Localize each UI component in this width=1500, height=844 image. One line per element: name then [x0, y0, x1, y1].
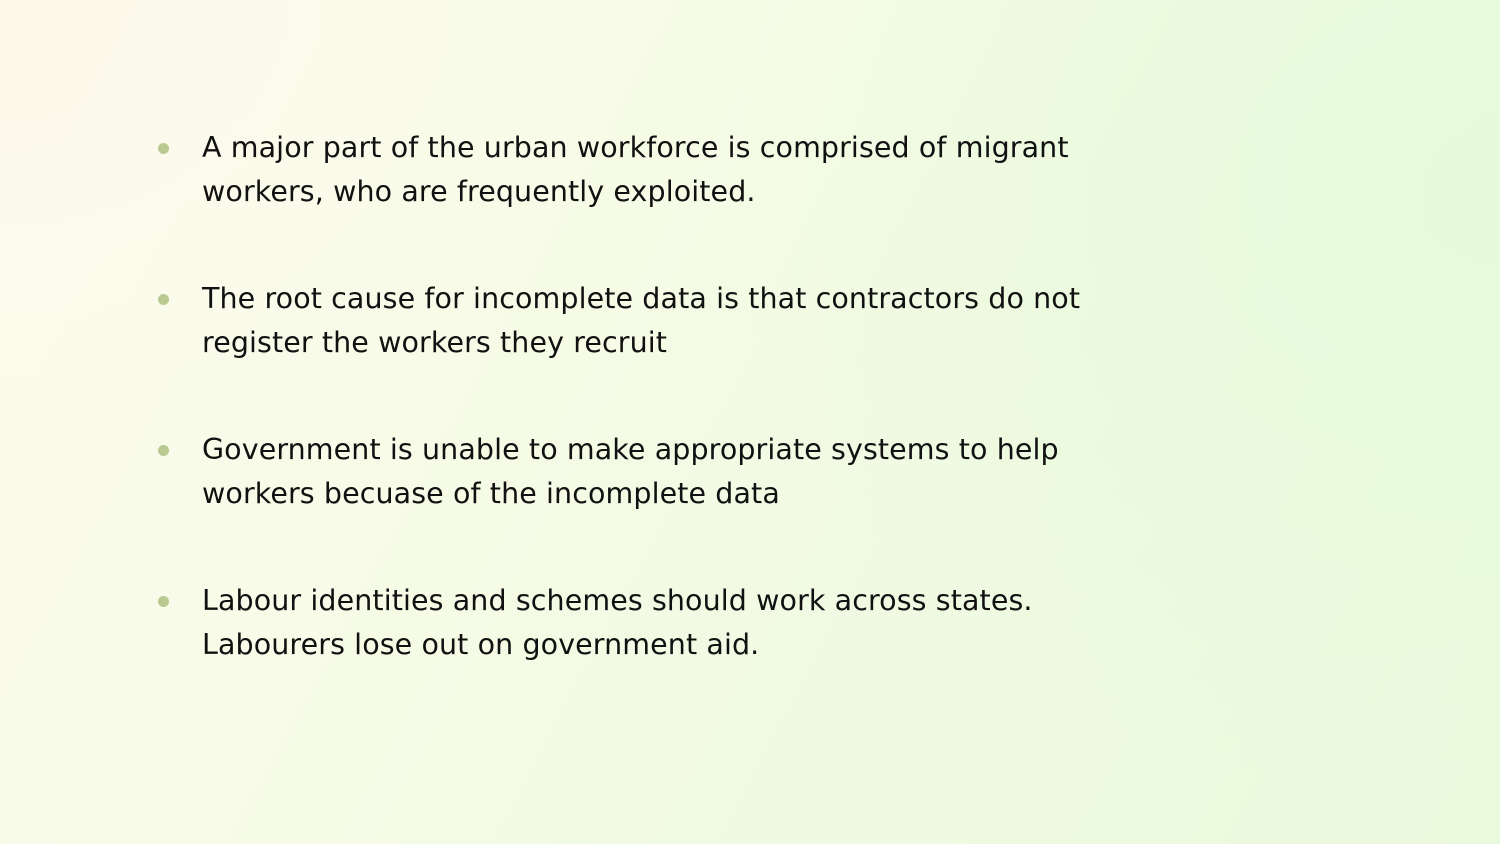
list-item [150, 428, 1110, 517]
bullet-text: The root cause for incomplete data is that contractors do not register the workers they recruit [202, 281, 1081, 360]
bullet-text: Government is unable to make appropriate systems to help workers becuase of the incomplete data [202, 432, 1059, 511]
bullet-dot-icon [158, 445, 169, 456]
list-item [150, 126, 1110, 215]
bullet-text: A major part of the urban workforce is comprised of migrant workers, who are frequently exploited. [202, 131, 1069, 209]
bullet-list [150, 126, 1110, 668]
bullet-dot-icon [158, 294, 169, 305]
list-item [150, 277, 1110, 366]
list-item [150, 579, 1110, 668]
bullet-dot-icon [158, 143, 169, 154]
bullet-dot-icon [158, 596, 169, 607]
bullet-text: Labour identities and schemes should work across states. Labourers lose out on government aid. [202, 583, 1033, 662]
